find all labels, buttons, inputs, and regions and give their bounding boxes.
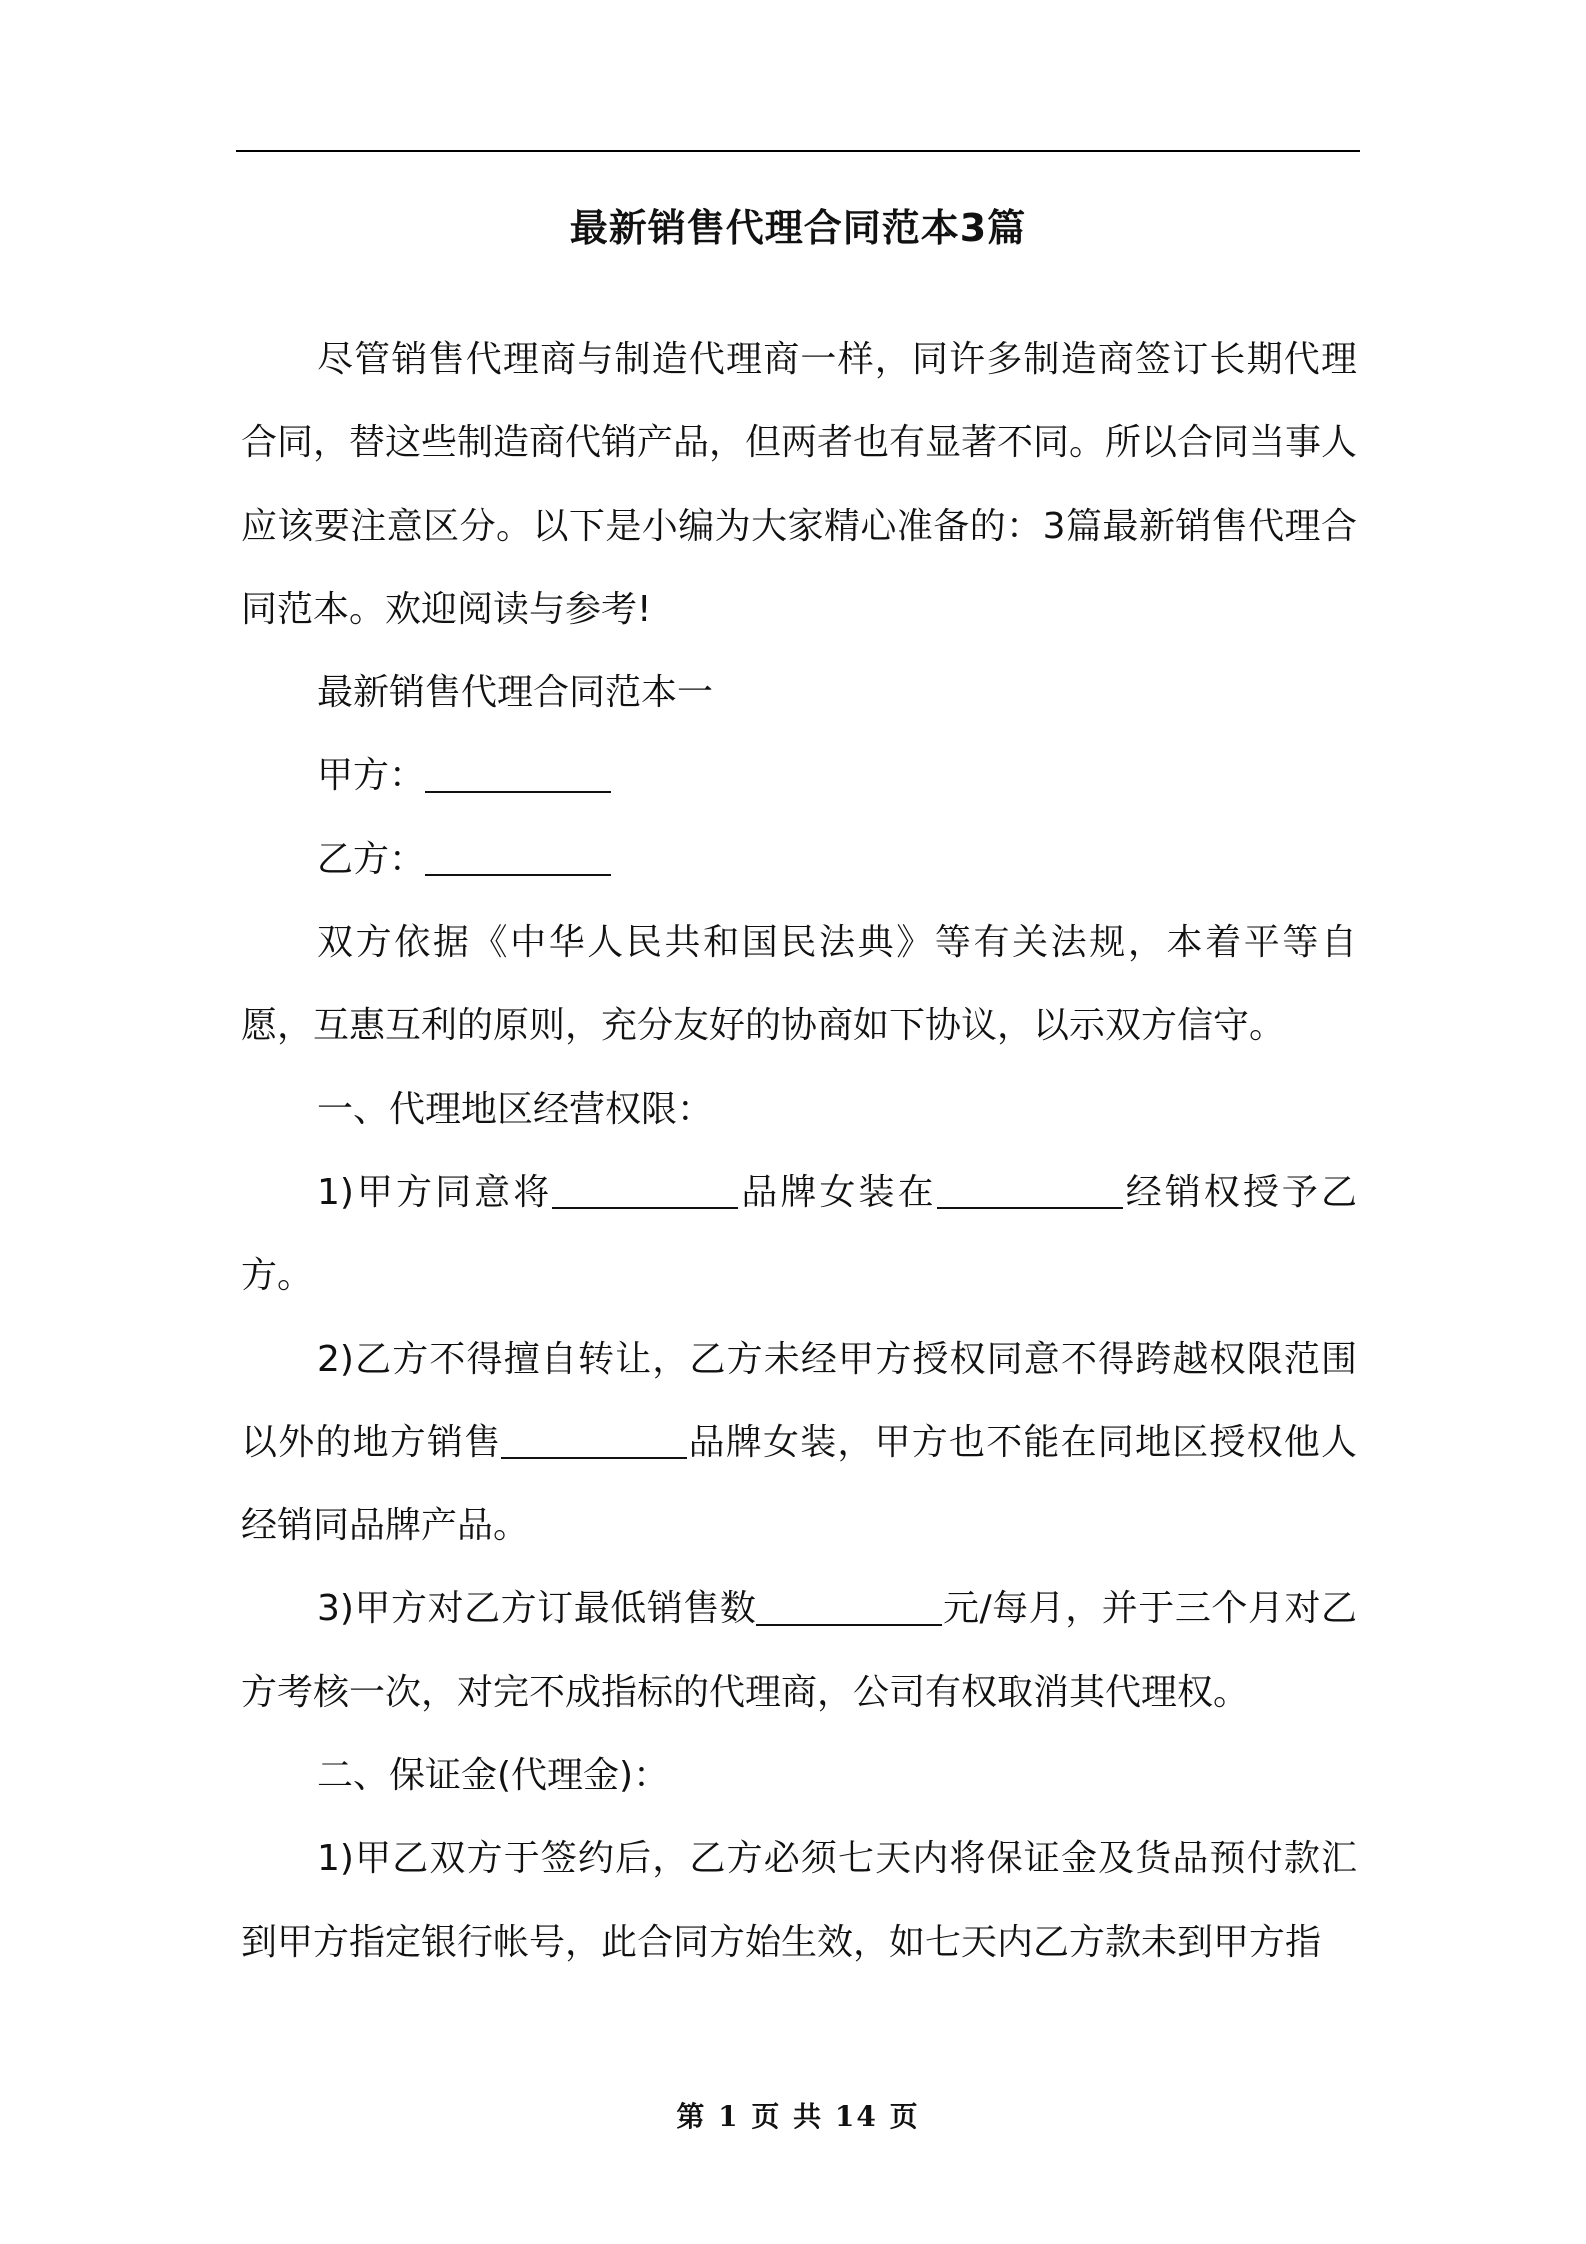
brand-blank-2 bbox=[501, 1421, 687, 1459]
brand-blank bbox=[552, 1171, 738, 1209]
sales-quota-blank bbox=[756, 1588, 942, 1626]
clause1-item1-text-c: 经销权授予乙方。 bbox=[241, 1171, 1357, 1297]
header-rule bbox=[236, 150, 1360, 152]
clause1-item2-text-b: 品牌女装，甲方也不能在同地区授权他人经销同品牌产品。 bbox=[241, 1421, 1357, 1547]
clause1-item2-text-a: 2)乙方不得擅自转让，乙方未经甲方授权同意不得跨越权限范围以外的地方销售 bbox=[241, 1338, 1357, 1463]
clause1-item3-text-a: 3)甲方对乙方订最低销售数 bbox=[317, 1588, 757, 1630]
clause1-item1-text-a: 1)甲方同意将 bbox=[317, 1171, 553, 1213]
party-a-line bbox=[241, 734, 1357, 817]
page-indicator: 第 1 页 共 14 页 bbox=[676, 2100, 920, 2133]
party-b-line bbox=[241, 818, 1357, 901]
intro-paragraph: 尽管销售代理商与制造代理商一样，同许多制造商签订长期代理合同，替这些制造商代销产品，但两者也有显著不同。所以合同当事人应该要注意区分。以下是小编为大家精心准备的：3篇最新销售代理合同范本。欢迎阅读与参考! bbox=[241, 339, 1358, 630]
party-a-label: 甲方： bbox=[317, 755, 426, 797]
clause1-item1-text-b: 品牌女装在 bbox=[738, 1171, 937, 1213]
document-title: 最新销售代理合同范本3篇 bbox=[569, 206, 1027, 250]
clause1-item3 bbox=[241, 1567, 1357, 1734]
clause1-item1 bbox=[241, 1151, 1357, 1318]
section-heading: 最新销售代理合同范本一 bbox=[317, 672, 714, 714]
preamble-paragraph: 双方依据《中华人民共和国民法典》等有关法规，本着平等自愿，互惠互利的原则，充分友好的协商如下协议，以示双方信守。 bbox=[241, 922, 1357, 1047]
clause2-heading: 二、保证金(代理金)： bbox=[317, 1755, 670, 1797]
clause1-item3-text-b: 元/每月，并于三个月对乙方考核一次，对完不成指标的代理商，公司有权取消其代理权。 bbox=[241, 1588, 1357, 1713]
clause1-heading: 一、代理地区经营权限： bbox=[317, 1088, 714, 1130]
clause1-item2 bbox=[241, 1318, 1357, 1568]
document-body bbox=[241, 318, 1357, 1984]
clause2-item1: 1)甲乙双方于签约后，乙方必须七天内将保证金及货品预付款汇到甲方指定银行帐号，此合同方始生效，如七天内乙方款未到甲方指 bbox=[241, 1838, 1357, 1963]
party-b-label: 乙方： bbox=[317, 838, 426, 880]
region-blank bbox=[937, 1171, 1123, 1209]
party-a-blank bbox=[425, 755, 611, 793]
party-b-blank bbox=[425, 838, 611, 876]
